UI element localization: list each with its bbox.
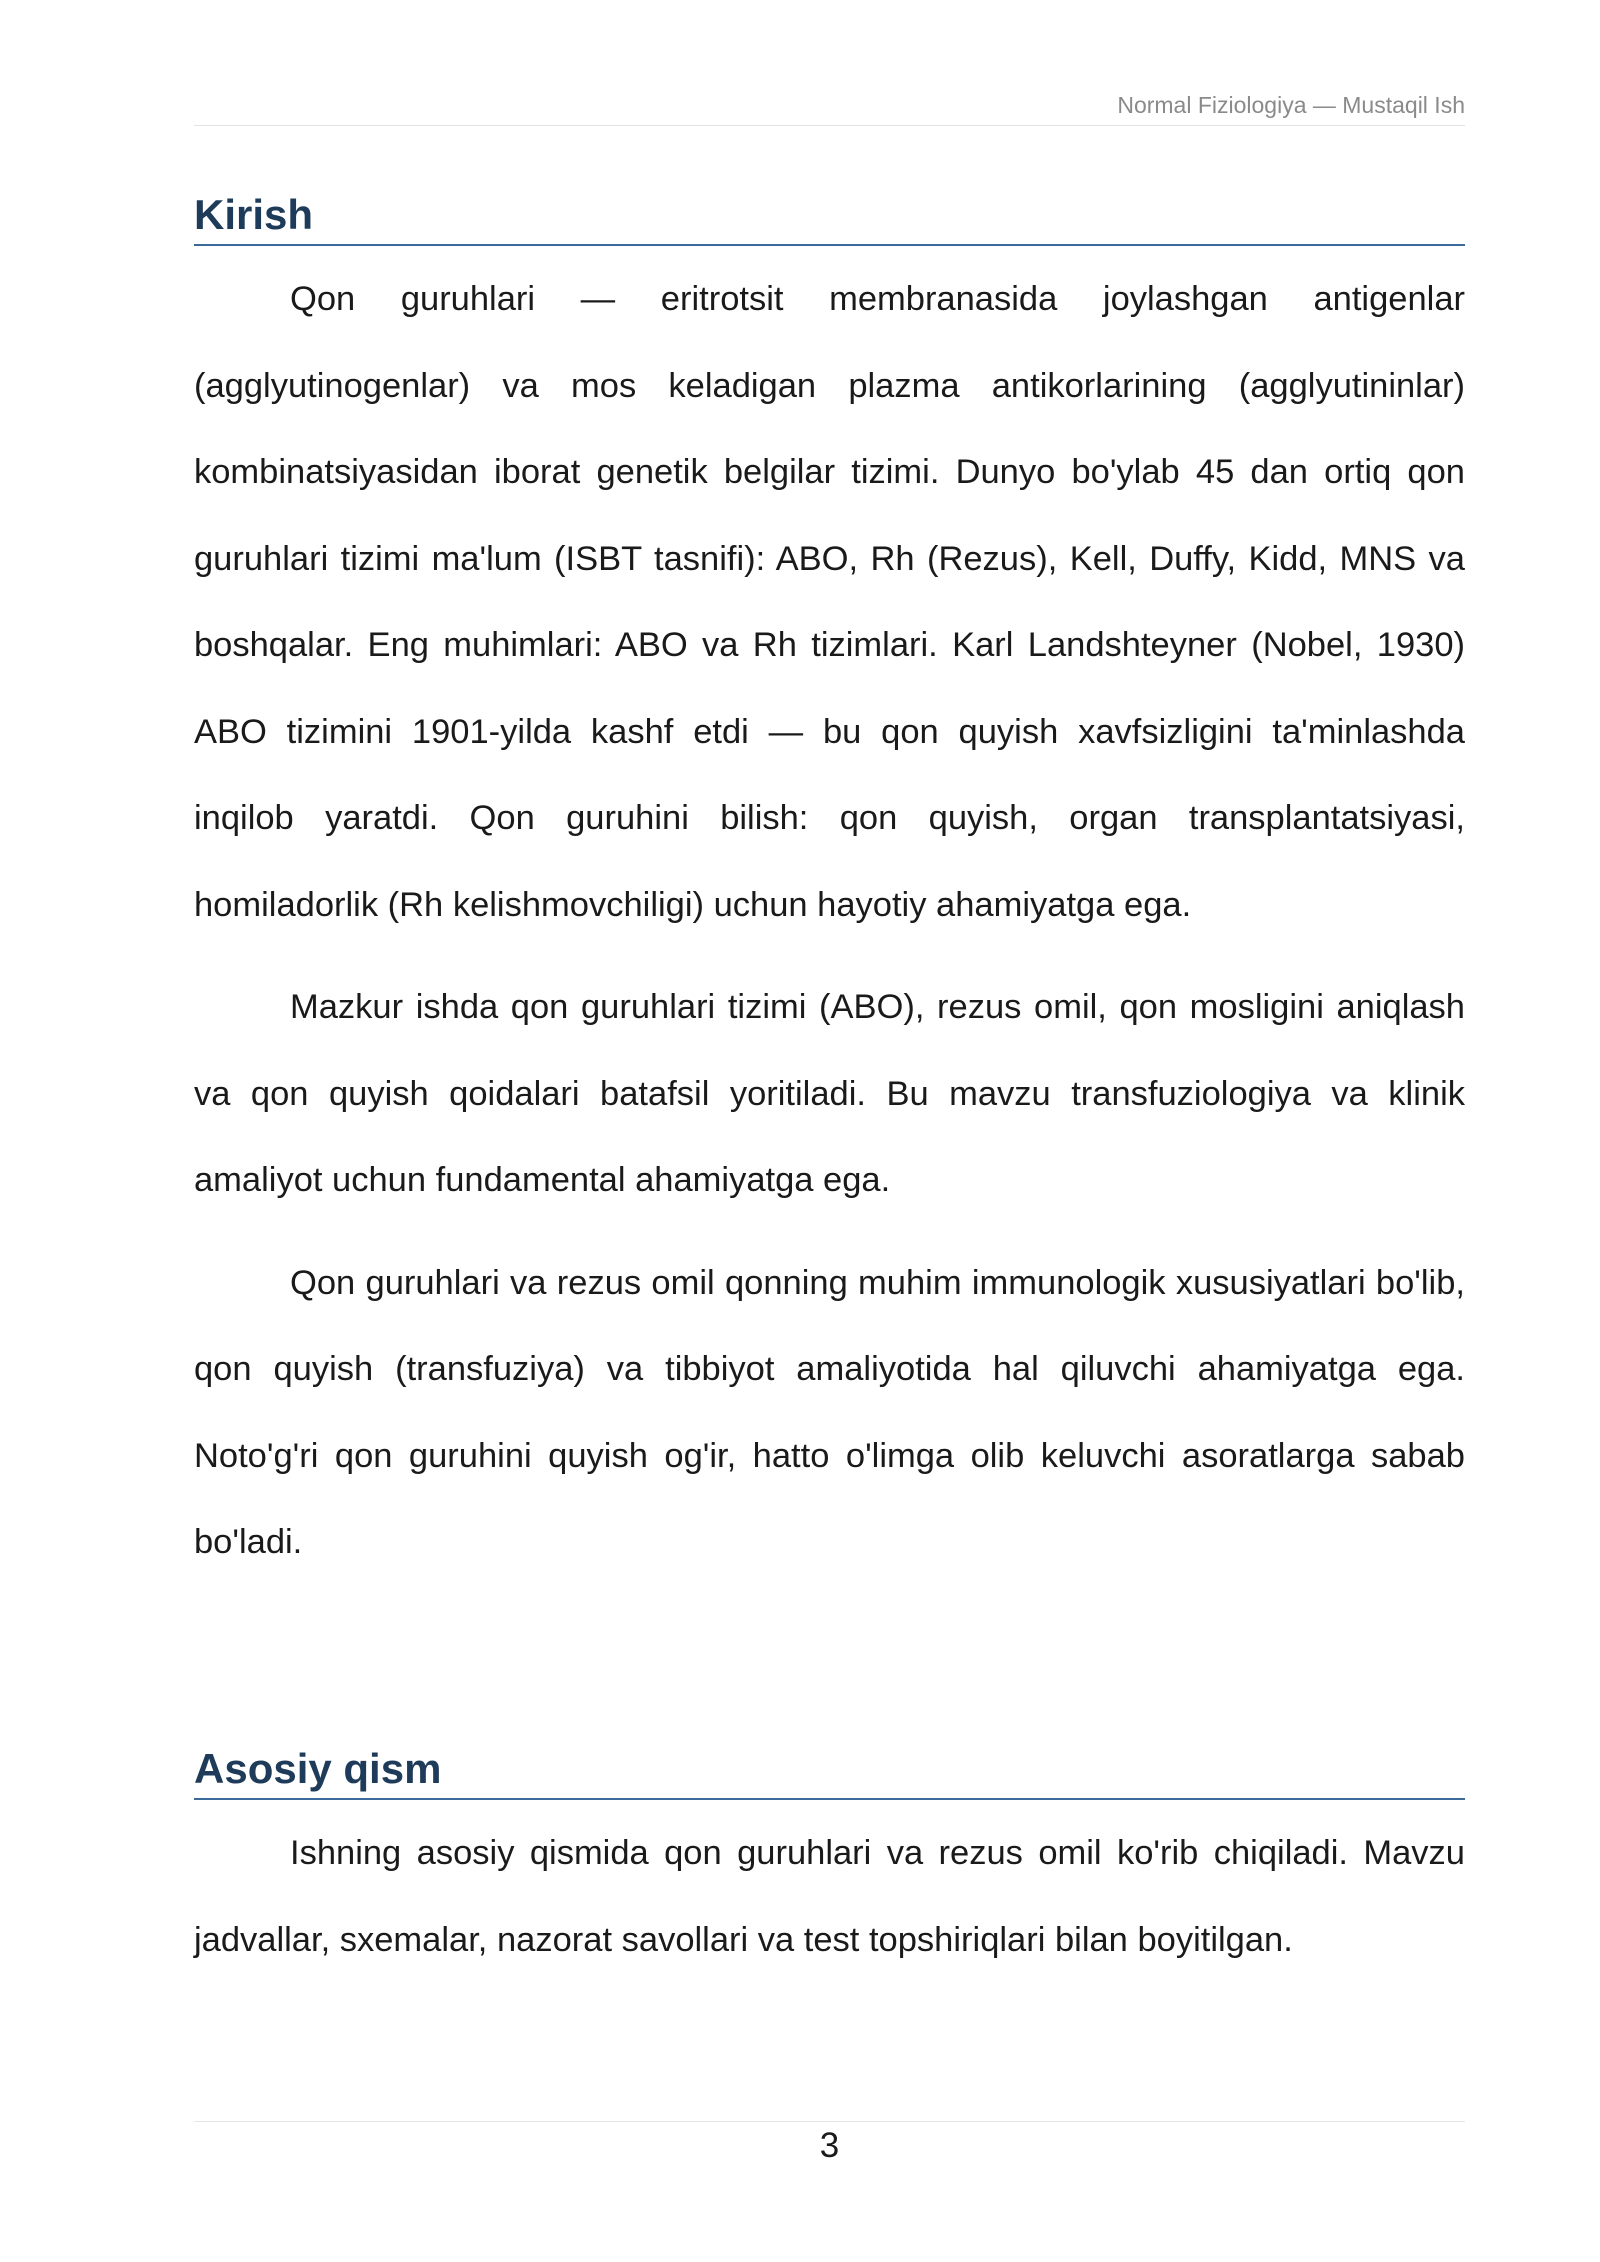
page-number: 3 <box>819 2126 840 2165</box>
footer-divider <box>194 2121 1465 2122</box>
intro-paragraph-2: Mazkur ishda qon guruhlari tizimi (ABO), rezus omil, qon mosligini aniqlash va qon quyish qoidalari batafsil yoritiladi. Bu mavzu transfuziologiya va klinik amaliyot uchun fundamental ahamiyatga ega. <box>194 988 1465 1199</box>
main-paragraph-1: Ishning asosiy qismida qon guruhlari va rezus omil ko'rib chiqiladi. Mavzu jadvallar, sxemalar, nazorat savollari va test topshiriqlari bilan boyitilgan. <box>194 1834 1465 1959</box>
intro-heading: Kirish <box>194 188 1465 246</box>
intro-paragraph-1: Qon guruhlari — eritrotsit membranasida joylashgan antigenlar (agglyutinogenlar) va mos keladigan plazma antikorlarining (agglyutininlar) kombinatsiyasidan iborat genetik belgilar tizimi. Dunyo bo'ylab 45 dan ortiq qon guruhlari tizimi ma'lum (ISBT tasnifi): ABO, Rh (Rezus), Kell, Duffy, Kidd, MNS va boshqalar. Eng muhimlari: ABO va Rh tizimlari. Karl Landshteyner (Nobel, 1930) ABO tizimini 1901-yilda kashf etdi — bu qon quyish xavfsizligini ta'minlashda inqilob yaratdi. Qon guruhini bilish: qon quyish, organ transplantatsiyasi, homiladorlik (Rh kelishmovchiligi) uchun hayotiy ahamiyatga ega. <box>194 280 1465 924</box>
main-heading: Asosiy qism <box>194 1742 1465 1800</box>
intro-section <box>194 188 1465 1586</box>
running-header: Normal Fiziologiya — Mustaqil Ish <box>1117 92 1465 118</box>
header-divider <box>194 125 1465 126</box>
main-section <box>194 1742 1465 1983</box>
intro-paragraph-3: Qon guruhlari va rezus omil qonning muhim immunologik xususiyatlari bo'lib, qon quyish (transfuziya) va tibbiyot amaliyotida hal qiluvchi ahamiyatga ega. Noto'g'ri qon guruhini quyish og'ir, hatto o'limga olib keluvchi asoratlarga sabab bo'ladi. <box>194 1263 1465 1561</box>
